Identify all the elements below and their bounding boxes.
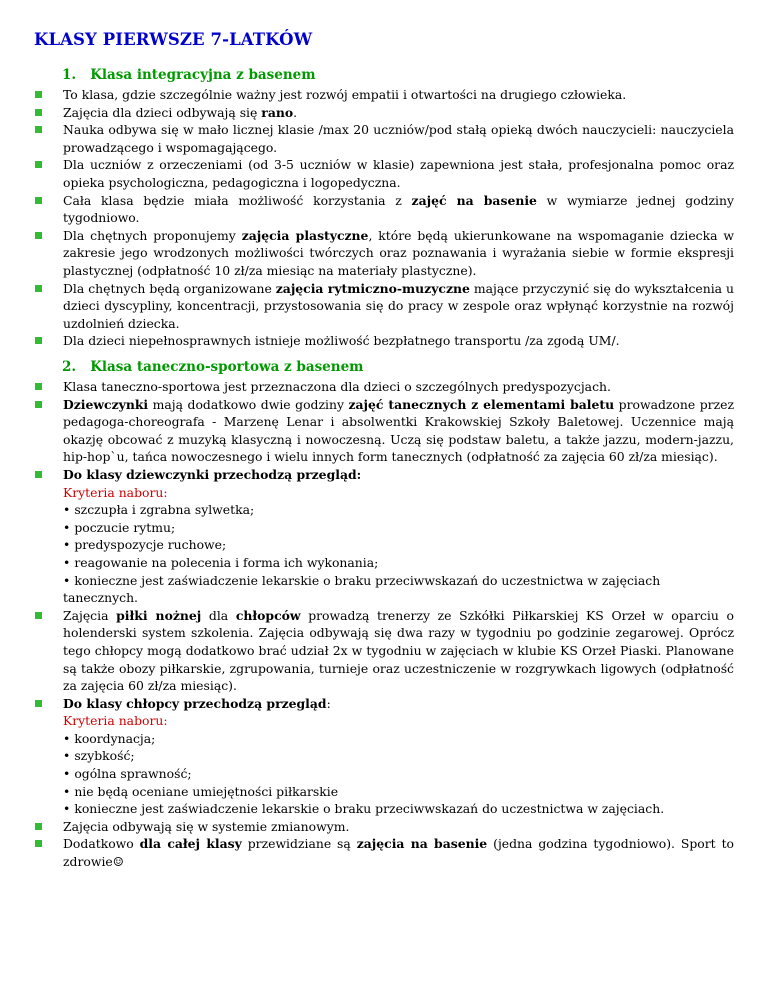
criteria-item: • koordynacja; [63,730,156,746]
list-item [34,104,734,122]
item-text: . [293,104,298,120]
item-text: Nauka odbywa się w mało licznej klasie /max 20 uczniów/pod stałą opieką dwóch nauczycieli: nauczyciela prowadzącego i wspomagającego. [63,122,734,155]
item-text-bold: zajęcia na basenie [356,836,488,852]
item-text: Cała klasa będzie miała możliwość korzystania z [63,192,412,208]
criteria-item: • poczucie rytmu; [63,519,176,535]
page-title: KLASY PIERWSZE 7-LATKÓW [34,30,313,49]
list-item [34,227,734,280]
bullet-icon [35,383,42,390]
item-text: prowadzone przez pedagoga-choreografa - Marzenę Lenar i absolwentki Krakowskiej Szkoły Baletowej. Uczennice mają okazję obcować z muzyką klasyczną i nowoczesną. Uczą się podstaw baletu, a także jazzu, modern-jazzu, hip-hop`u, tańca nowoczesnego i wielu innych form tanecznych (odpłatność za zajęcia 60 zł/za miesiąc). [63,396,734,465]
bullet-dot-icon: • [63,801,71,817]
item-text: Klasa taneczno-sportowa jest przeznaczona dla dzieci o szczególnych predyspozycjach. [63,379,611,394]
criteria-item: • ogólna sprawność; [63,766,192,782]
item-text: Dla chętnych proponujemy [63,227,242,243]
item-text-bold: zajęć na basenie [411,192,537,208]
list-item [34,695,734,818]
list-item [34,607,734,695]
criteria-item: • konieczne jest zaświadczenie lekarskie o braku przeciwwskazań do uczestnictwa w zajęciach tanecznych. [63,572,661,606]
bullet-dot-icon: • [63,537,71,553]
bullet-icon [35,126,42,133]
item-text: Zajęcia odbywają się w systemie zmianowym. [63,818,350,834]
criteria-item: • nie będą oceniane umiejętności piłkarskie [63,783,339,799]
list-item [34,121,734,156]
section-1-list [34,86,734,350]
bullet-dot-icon: • [63,783,71,799]
item-text-bold: Dziewczynki [63,396,149,412]
bullet-icon [35,109,42,116]
item-text-bold: zajęcia rytmiczno-muzyczne [275,280,470,296]
item-text: Dla chętnych będą organizowane [63,280,276,296]
item-text: Dla dzieci niepełnosprawnych istnieje możliwość bezpłatnego transportu /za zgodą UM/. [63,333,620,349]
item-text-bold: rano [261,104,294,120]
smiley-icon: ☺ [112,854,124,870]
bullet-dot-icon: • [63,502,71,518]
bullet-icon [35,700,42,707]
item-text-bold: chłopców [235,607,301,623]
bullet-icon [35,91,42,98]
list-item [34,466,734,607]
item-text: prowadzą trenerzy ze Szkółki Piłkarskiej KS Orzeł w oparciu o holenderski system szkolenia. Zajęcia odbywają się dwa razy w tygodniu po godzinie zegarowej. Oprócz tego chłopcy mogą dodatkowo brać udział 2x w tygodniu w zajęciach w klubie KS Orzeł Piaski. Planowane są także obozy piłkarskie, zgrupowania, turnieje oraz uczestniczenie w rozgrywkach ligowych (odpłatność za zajęcia 60 zł/za miesiąc). [63,607,734,694]
list-item [34,332,734,350]
item-text: Dla uczniów z orzeczeniami (od 3-5 uczniów w klasie) zapewniona jest stała, profesjonalna pomoc oraz opieka psychologiczna, pedagogiczna i logopedyczna. [63,157,734,190]
bullet-icon [35,840,42,847]
list-item [34,156,734,191]
item-text: przewidziane są [241,836,357,852]
bullet-dot-icon: • [63,519,71,535]
section-2-heading: 2. Klasa taneczno-sportowa z basenem [62,359,364,375]
list-item [34,378,734,396]
item-text: Zajęcia [63,607,117,623]
item-text: mają dodatkowo dwie godziny [148,396,349,412]
item-text: w wymiarze jednej godziny tygodniowo. [63,192,734,226]
list-item [34,86,734,104]
criteria-heading: Kryteria naboru: [63,713,168,729]
list-item [34,396,734,466]
section-2-list [34,378,734,871]
criteria-heading: Kryteria naboru: [63,484,168,500]
bullet-icon [35,285,42,292]
list-item [34,280,734,333]
criteria-item: • reagowanie na polecenia i forma ich wykonania; [63,554,379,570]
bullet-dot-icon: • [63,572,71,588]
item-text: : [326,695,331,711]
item-text: (jedna godzina tygodniowo). Sport to zdrowie [63,836,735,870]
bullet-dot-icon: • [63,554,71,570]
criteria-item: • predyspozycje ruchowe; [63,537,227,553]
item-text-bold: zajęć tanecznych z elementami baletu [348,396,615,412]
item-text-bold: Do klasy chłopcy przechodzą przegląd [63,695,327,711]
criteria-item: • szybkość; [63,748,135,764]
criteria-item: • szczupła i zgrabna sylwetka; [63,502,255,518]
list-item [34,818,734,836]
item-text-bold: piłki nożnej [116,607,202,623]
item-text: To klasa, gdzie szczególnie ważny jest rozwój empatii i otwartości na drugiego człowieka. [63,87,627,102]
bullet-icon [35,823,42,830]
bullet-icon [35,337,42,344]
bullet-icon [35,161,42,168]
bullet-icon [35,232,42,239]
item-text: dla [201,607,236,623]
item-text: mające przyczynić się do wykształcenia u dzieci dyscypliny, koncentracji, przystosowania się do pracy w zespole oraz wpłynąć korzystnie na rozwój uzdolnień dziecka. [63,280,734,331]
item-text-bold: Do klasy dziewczynki przechodzą przegląd: [63,466,362,482]
bullet-dot-icon: • [63,748,71,764]
list-item [34,835,734,870]
list-item [34,192,734,227]
bullet-icon [35,471,42,478]
item-text: , które będą ukierunkowane na wspomaganie dziecka w zakresie jego wrodzonych możliwości twórczych oraz poznawania i wyrażania siebie w formie ekspresji plastycznej (odpłatność 10 zł/za miesiąc na materiały plastyczne). [63,227,734,278]
item-text-bold: dla całej klasy [139,836,242,852]
bullet-dot-icon: • [63,730,71,746]
bullet-icon [35,612,42,619]
item-text: Zajęcia dla dzieci odbywają się [63,104,262,120]
bullet-icon [35,197,42,204]
criteria-item: • konieczne jest zaświadczenie lekarskie o braku przeciwwskazań do uczestnictwa w zajęciach. [63,801,665,817]
item-text-bold: zajęcia plastyczne [241,227,369,243]
bullet-dot-icon: • [63,766,71,782]
item-text: Dodatkowo [63,836,140,852]
bullet-icon [35,401,42,408]
section-1-heading: 1. Klasa integracyjna z basenem [62,67,316,83]
